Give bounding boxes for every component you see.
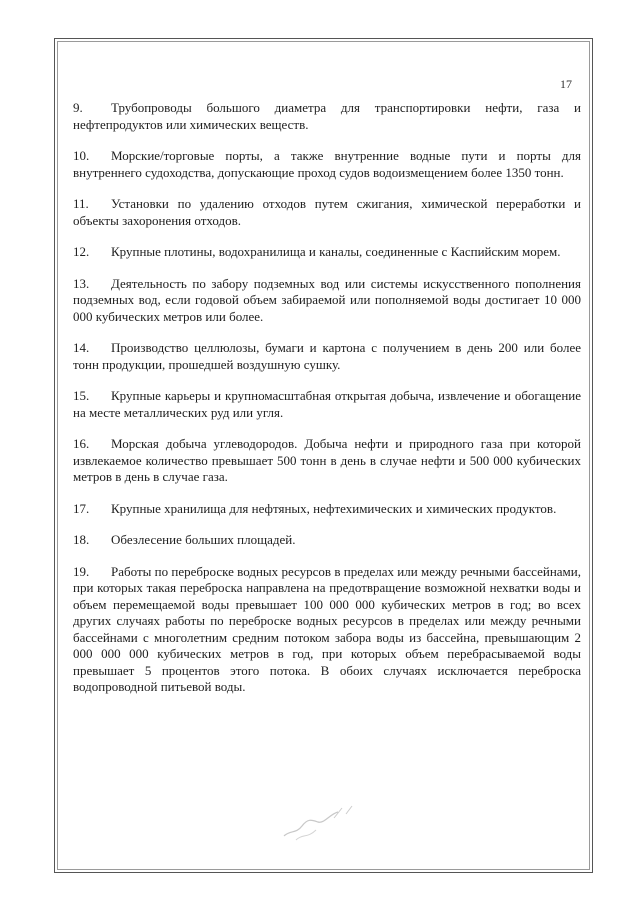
item-text: Крупные плотины, водохранилища и каналы, соединенные с Каспийским морем. [111, 244, 561, 259]
item-number: 19. [73, 563, 90, 579]
item-number: 9. [73, 100, 83, 115]
list-item [73, 196, 581, 229]
list-item [73, 148, 581, 181]
item-number: 17. [73, 500, 90, 516]
item-text: Производство целлюлозы, бумаги и картона с получением в день 200 или более тонн продукции, прошедшей воздушную сушку. [73, 340, 581, 372]
list-item [73, 532, 581, 549]
item-text: Трубопроводы большого диаметра для транспортировки нефти, газа и нефтепродуктов или химических веществ. [73, 100, 581, 132]
item-text: Крупные хранилища для нефтяных, нефтехимических и химических продуктов. [111, 500, 557, 516]
item-text: Крупные карьеры и крупномасштабная открытая добыча, извлечение и обогащение на месте металлических руд или угля. [73, 388, 581, 420]
page-number: 17 [560, 77, 572, 91]
document-body [73, 100, 581, 711]
item-text: Установки по удалению отходов путем сжигания, химической переработки и объекты захоронения отходов. [73, 196, 581, 228]
list-item [73, 276, 581, 326]
item-text: Деятельность по забору подземных вод или системы искусственного пополнения подземных вод, если годовой объем забираемой или пополняемой воды достигает 10 000 000 кубических метров или более. [73, 275, 581, 324]
list-item [73, 501, 581, 518]
list-item [73, 244, 581, 261]
item-number: 14. [73, 340, 90, 355]
faint-handwritten-mark [276, 796, 366, 846]
item-text: Морские/торговые порты, а также внутренние водные пути и порты для внутреннего судоходства, допускающие проход судов водоизмещением более 1350 тонн. [73, 148, 581, 180]
list-item [73, 436, 581, 486]
item-number: 13. [73, 275, 90, 291]
item-number: 18. [73, 532, 90, 547]
item-number: 16. [73, 436, 90, 451]
item-text: Обезлесение больших площадей. [111, 532, 296, 547]
item-text: Морская добыча углеводородов. Добыча нефти и природного газа при которой извлекаемое количество превышает 500 тонн в день в случае нефти и 500 000 кубических метров в день в случае газа. [73, 436, 581, 484]
list-item [73, 388, 581, 421]
item-number: 11. [73, 196, 89, 211]
item-text: Работы по переброске водных ресурсов в пределах или между речными бассейнами, при которых такая переброска направлена на предотвращение возможной нехватки воды и объем перемещаемой воды превышает 100 000 000 кубических метров в год; во всех других случаях работы по переброске водных ресурсов в пределах или между речными бассейнами с многолетним средним потоком забора воды из бассейна, превышающим 2 000 000 000 кубических метров в год, при которых объем перебрасываемой воды превышает 5 процентов этого потока. В обоих случаях исключается переброска водопроводной питьевой воды. [73, 563, 581, 694]
list-item [73, 100, 581, 133]
item-number: 10. [73, 148, 90, 163]
item-number: 12. [73, 244, 90, 259]
list-item [73, 564, 581, 696]
list-item [73, 340, 581, 373]
item-number: 15. [73, 388, 90, 403]
